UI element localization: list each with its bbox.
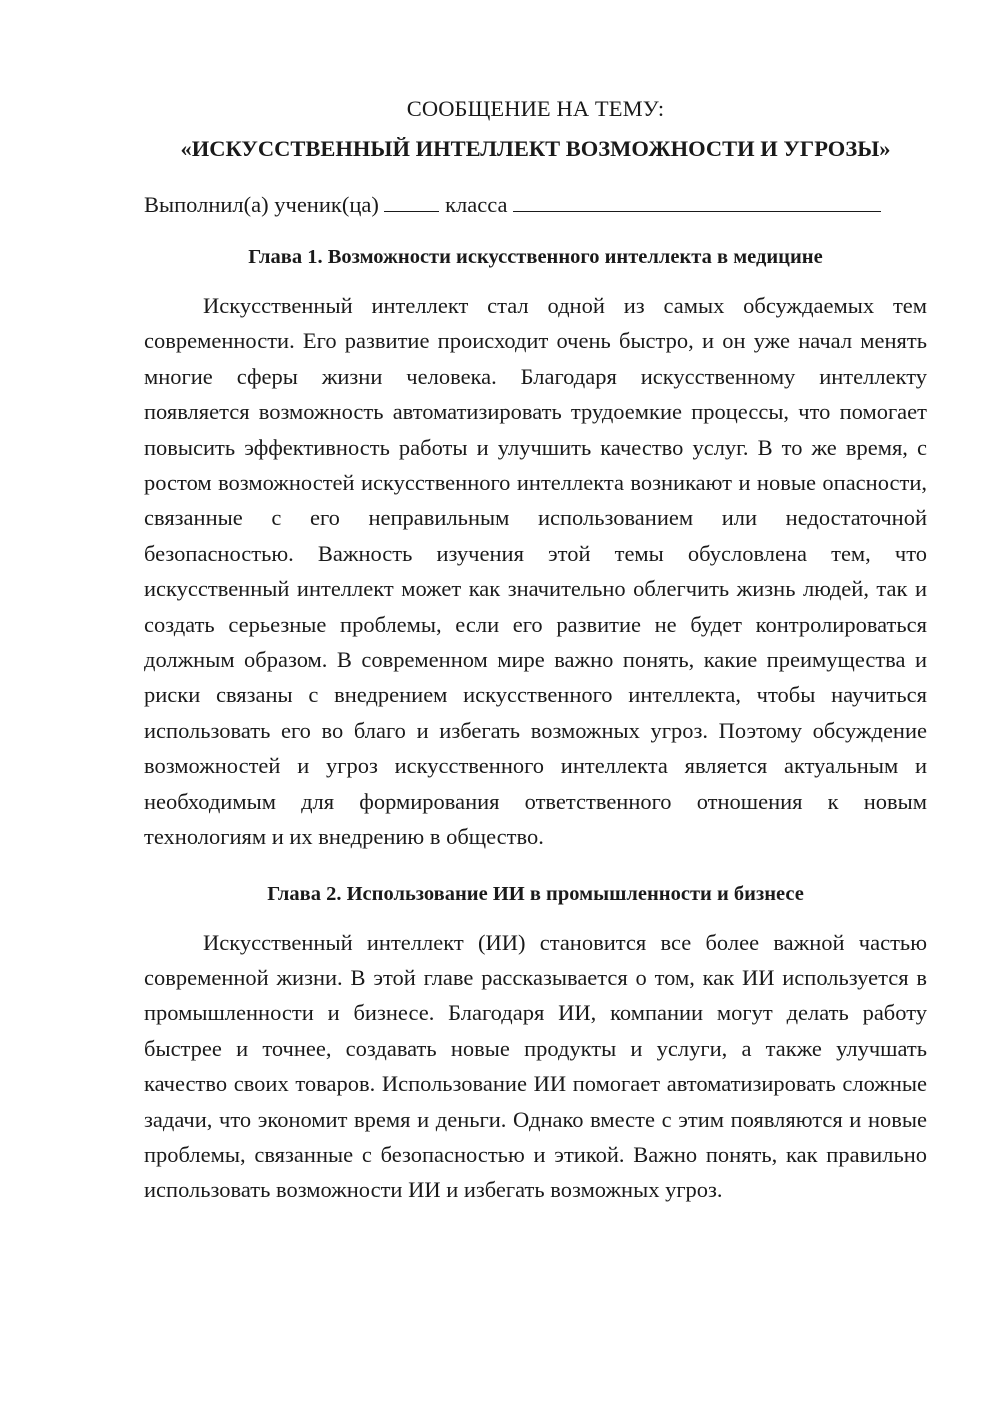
class-number-blank [384, 191, 439, 212]
class-label: класса [445, 192, 508, 217]
author-line [144, 188, 927, 222]
document-title-line1: СООБЩЕНИЕ НА ТЕМУ: [406, 96, 665, 121]
author-prefix: Выполнил(а) ученик(ца) [144, 192, 379, 217]
chapter-1-paragraph: Искусственный интеллект стал одной из самых обсуждаемых тем современности. Его развитие происходит очень быстро, и он уже начал менять многие сферы жизни человека. Благодаря искусственному интеллекту появляется возможность автоматизировать трудоемкие процессы, что помогает повысить эффективность работы и улучшить качество услуг. В то же время, с ростом возможностей искусственного интеллекта возникают и новые опасности, связанные с его неправильным использованием или недостаточной безопасностью. Важность изучения этой темы обусловлена тем, что искусственный интеллект может как значительно облегчить жизнь людей, так и создать серьезные проблемы, если его развитие не будет контролироваться должным образом. В современном мире важно понять, какие преимущества и риски связаны с внедрением искусственного интеллекта, чтобы научиться использовать его во благо и избегать возможных угроз. Поэтому обсуждение возможностей и угроз искусственного интеллекта является актуальным и необходимым для формирования ответственного отношения к новым технологиям и их внедрению в общество. [144, 293, 927, 850]
document-title-line2: «ИСКУССТВЕННЫЙ ИНТЕЛЛЕКТ ВОЗМОЖНОСТИ И УГРОЗЫ» [180, 136, 891, 161]
chapter-1-heading: Глава 1. Возможности искусственного интеллекта в медицине [248, 246, 823, 268]
chapter-2-paragraph: Искусственный интеллект (ИИ) становится все более важной частью современной жизни. В этой главе рассказывается о том, как ИИ используется в промышленности и бизнесе. Благодаря ИИ, компании могут делать работу быстрее и точнее, создавать новые продукты и услуги, а также улучшать качество своих товаров. Использование ИИ помогает автоматизировать сложные задачи, что экономит время и деньги. Однако вместе с этим появляются и новые проблемы, связанные с безопасностью и этикой. Важно понять, как правильно использовать возможности ИИ и избегать возможных угроз. [144, 929, 927, 1203]
chapter-2-heading: Глава 2. Использование ИИ в промышленности и бизнесе [267, 882, 804, 905]
student-name-blank [513, 191, 881, 212]
